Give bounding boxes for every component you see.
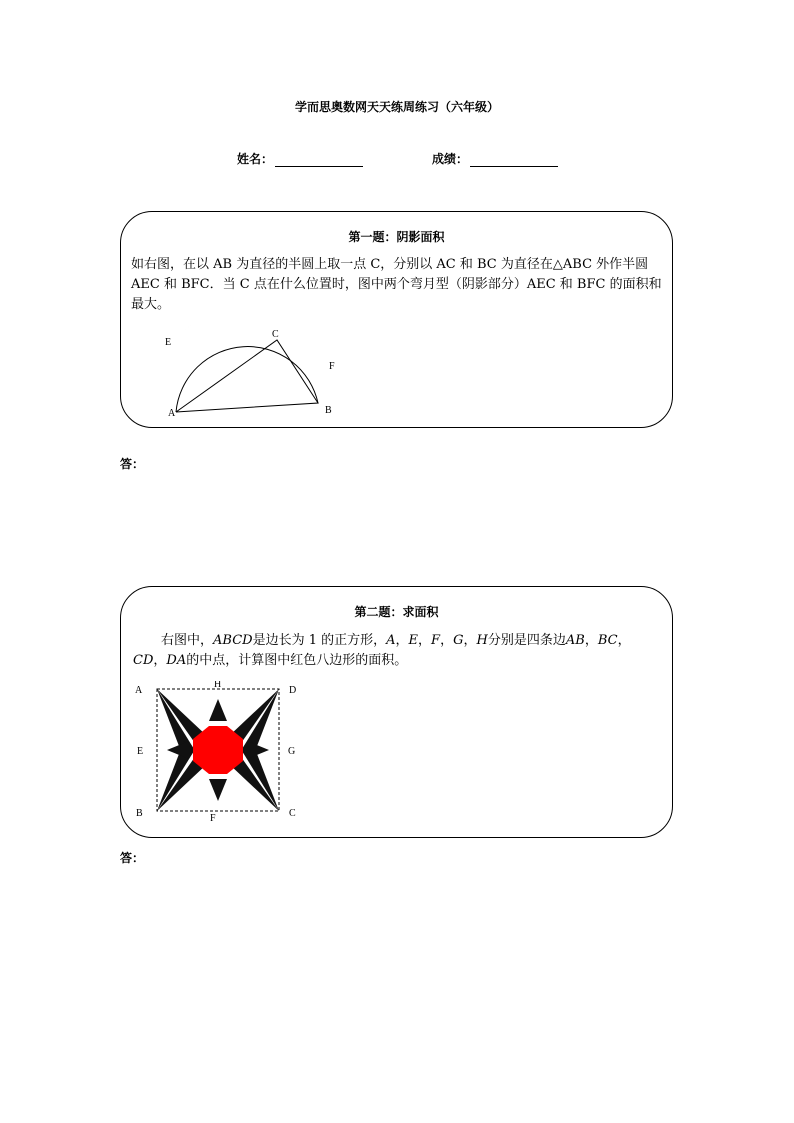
name-field [237,150,363,167]
label-e: E [165,337,172,348]
red-octagon [193,726,243,774]
crescent-aec [164,317,277,412]
label-a: A [135,685,143,696]
problem-1-title: 第一题：阴影面积 [348,230,445,244]
crescent-bfc [277,334,335,403]
label-f: F [210,813,216,821]
semicircle-figure [161,317,351,417]
answer-2-label: 答： [120,851,145,865]
star-tip-g [247,741,269,759]
label-d: D [289,685,297,696]
label-a: A [168,408,176,417]
name-label: 姓名： [237,152,274,166]
star-tip-e [167,741,189,759]
label-b: B [325,405,332,416]
label-g: G [288,746,296,757]
semicircle-ab [176,347,318,412]
label-e: E [137,746,144,757]
score-field [432,150,558,167]
label-c: C [272,329,279,340]
square-star-figure [129,681,309,821]
score-label: 成绩： [432,152,469,166]
label-c: C [289,808,296,819]
triangle-abc [176,340,318,412]
score-blank[interactable] [470,154,558,167]
problem-1-box [120,211,673,428]
problem-2-title: 第二题：求面积 [354,605,439,619]
problem-1-text: 如右图，在以 AB 为直径的半圆上取一点 C，分别以 AC 和 BC 为直径在△ABC 外作半圆 AEC 和 BFC．当 C 点在什么位置时，图中两个弯月型（阴影部分）AEC 和 BFC 的面积和最大。 [131,257,662,312]
label-b: B [136,808,143,819]
label-f: F [329,361,335,372]
problem-2-box [120,586,673,838]
name-blank[interactable] [275,154,363,167]
answer-1-label: 答： [120,457,145,471]
problem-2-text: 右图中，ABCD是边长为 1 的正方形，A，E，F，G，H分别是四条边AB，BC，CD，DA的中点，计算图中红色八边形的面积。 [133,633,631,668]
star-tip-f [209,779,227,801]
page-title: 学而思奥数网天天练周练习（六年级） [294,100,499,114]
label-h: H [214,681,222,690]
star-tip-h [209,699,227,721]
